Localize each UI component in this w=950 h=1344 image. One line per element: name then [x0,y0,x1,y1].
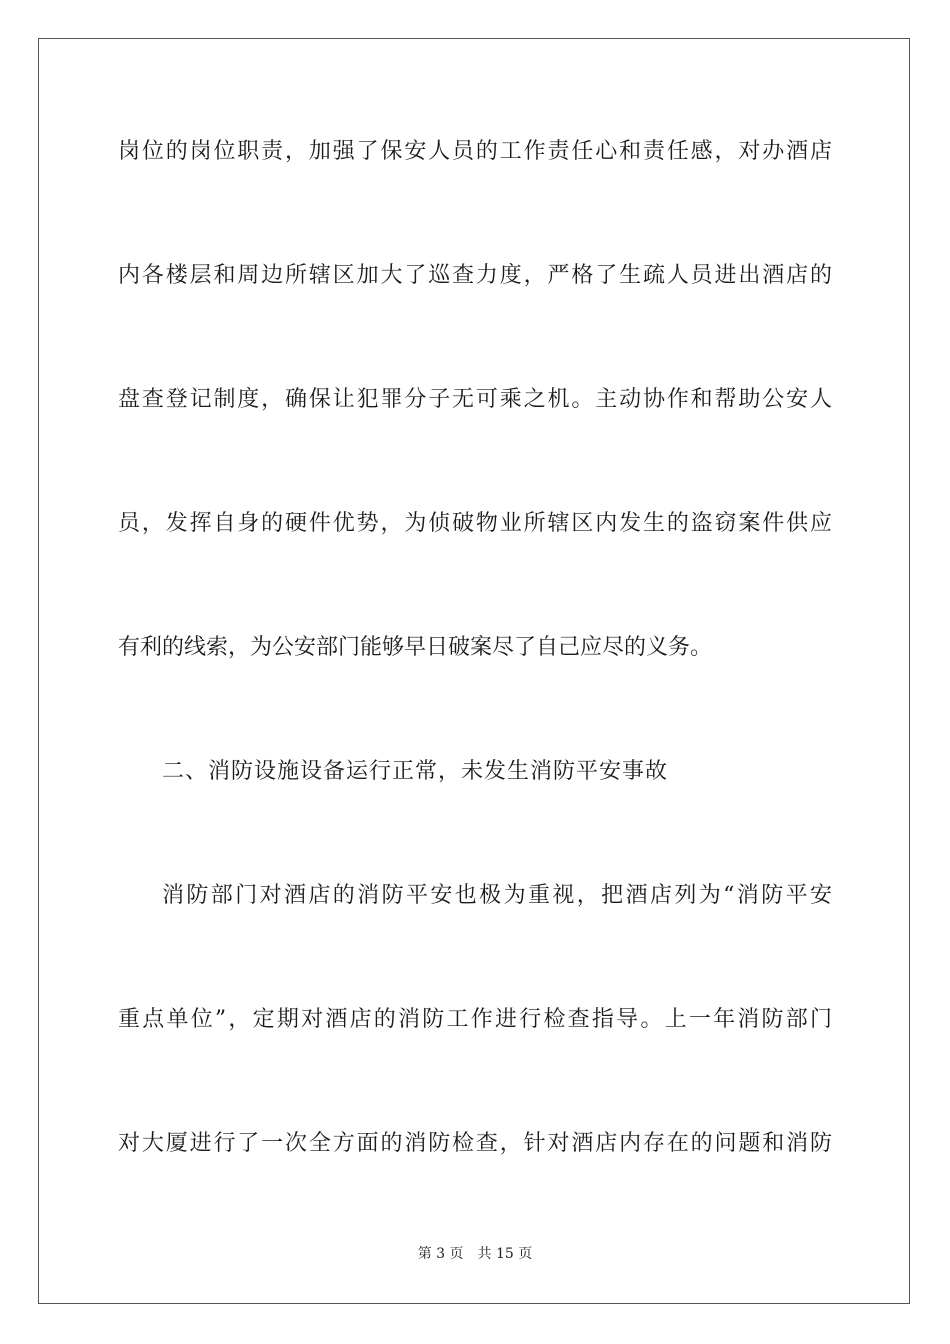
page-footer [0,1245,950,1263]
page-border [38,38,910,1304]
page-total: 共 15 页 [477,1246,533,1262]
paragraph-line: 岗位的岗位职责，加强了保安人员的工作责任心和责任感，对办酒店 [118,139,832,164]
paragraph-line: 消防部门对酒店的消防平安也极为重视，把酒店列为“消防平安 [162,883,832,908]
paragraph-line: 盘查登记制度，确保让犯罪分子无可乘之机。主动协作和帮助公安人 [118,387,832,412]
paragraph-line: 员，发挥自身的硬件优势，为侦破物业所辖区内发生的盗窃案件供应 [118,511,832,536]
paragraph-line: 重点单位”，定期对酒店的消防工作进行检查指导。上一年消防部门 [118,1007,832,1032]
paragraph-line: 内各楼层和周边所辖区加大了巡查力度，严格了生疏人员进出酒店的 [118,263,832,288]
paragraph-line: 对大厦进行了一次全方面的消防检查，针对酒店内存在的问题和消防 [118,1131,832,1156]
section-heading: 二、消防设施设备运行正常，未发生消防平安事故 [162,759,669,784]
paragraph-line: 有利的线索，为公安部门能够早日破案尽了自己应尽的义务。 [118,635,713,660]
page-number: 第 3 页 [417,1246,464,1262]
